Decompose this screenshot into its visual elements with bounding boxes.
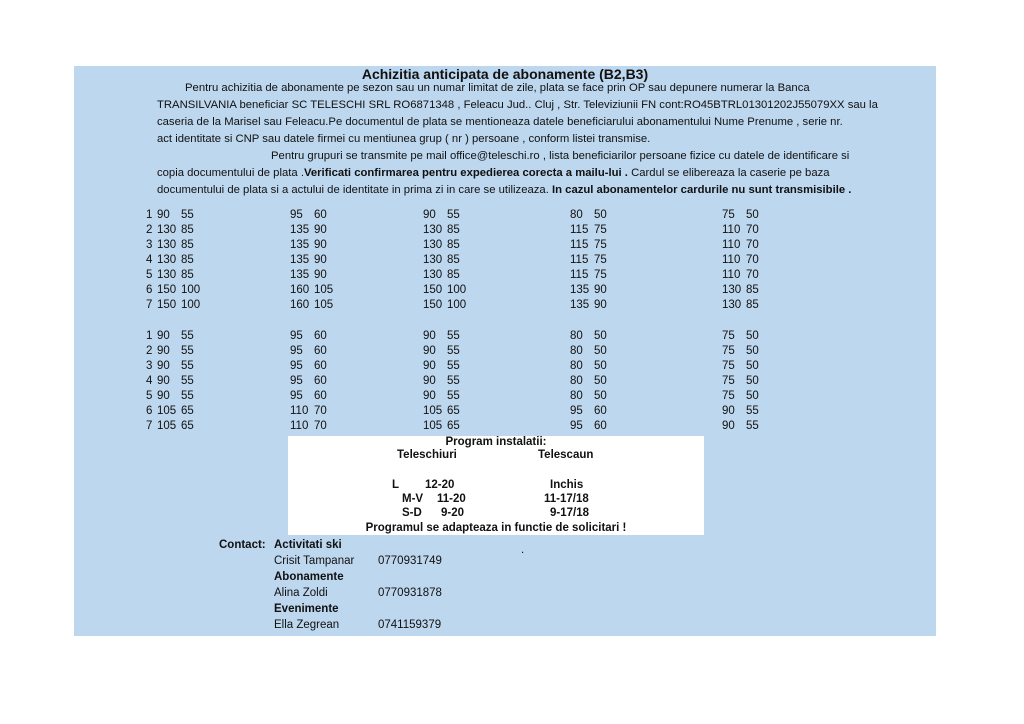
table-cell — [146, 330, 194, 342]
price-value: 130 — [157, 224, 177, 236]
row-number: 5 — [146, 390, 153, 402]
price-value: 50 — [746, 345, 759, 357]
price-value: 55 — [447, 360, 460, 372]
price-value: 130 — [157, 269, 177, 281]
price-value: 90 — [423, 390, 436, 402]
table-cell — [722, 405, 759, 417]
price-value: 130 — [423, 269, 443, 281]
price-value: 50 — [746, 209, 759, 221]
table-cell — [290, 254, 327, 266]
price-value: 75 — [722, 375, 735, 387]
price-value: 90 — [423, 330, 436, 342]
price-value: 105 — [423, 405, 443, 417]
price-value: 75 — [722, 345, 735, 357]
table-cell — [423, 299, 466, 311]
table-cell — [146, 209, 194, 221]
price-value: 70 — [746, 269, 759, 281]
contact-name: Ella Zegrean — [274, 619, 340, 631]
table-cell — [722, 224, 759, 236]
table-cell — [570, 420, 607, 432]
price-value: 80 — [570, 345, 583, 357]
price-value: 95 — [290, 375, 303, 387]
program-col1-header: Teleschiuri — [397, 449, 457, 461]
price-value: 135 — [290, 224, 310, 236]
price-value: 85 — [746, 284, 759, 296]
price-value: 90 — [423, 375, 436, 387]
table-cell — [570, 239, 607, 251]
price-value: 50 — [746, 360, 759, 372]
price-value: 75 — [722, 330, 735, 342]
price-value: 75 — [722, 209, 735, 221]
paragraph-line — [157, 182, 851, 199]
table-cell — [722, 375, 759, 387]
program-day: S-D — [402, 507, 422, 519]
price-value: 55 — [746, 420, 759, 432]
row-number: 3 — [146, 239, 153, 251]
price-value: 115 — [570, 224, 589, 236]
price-value: 95 — [290, 209, 303, 221]
page-title: Achizitia anticipata de abonamente (B2,B3) — [361, 66, 649, 82]
row-number: 1 — [146, 209, 153, 221]
price-value: 55 — [181, 360, 194, 372]
table-cell — [423, 420, 460, 432]
price-value: 160 — [290, 299, 310, 311]
price-value: 75 — [722, 360, 735, 372]
price-value: 100 — [181, 299, 201, 311]
price-value: 90 — [314, 239, 327, 251]
table-cell — [722, 269, 759, 281]
price-value: 55 — [181, 375, 194, 387]
row-number: 2 — [146, 345, 153, 357]
program-time-telescaun: 11-17/18 — [544, 493, 589, 505]
table-cell — [290, 330, 327, 342]
price-value: 65 — [447, 405, 460, 417]
row-number: 2 — [146, 224, 153, 236]
contact-heading: Abonamente — [274, 571, 344, 583]
table-cell — [423, 209, 460, 221]
program-time-telescaun: Inchis — [550, 479, 584, 491]
price-value: 90 — [722, 405, 735, 417]
table-cell — [722, 420, 759, 432]
table-cell — [570, 405, 607, 417]
price-value: 95 — [290, 345, 303, 357]
price-value: 70 — [746, 224, 759, 236]
table-cell — [290, 420, 327, 432]
price-value: 55 — [181, 390, 194, 402]
price-value: 90 — [157, 330, 170, 342]
table-cell — [146, 284, 200, 296]
price-value: 85 — [746, 299, 759, 311]
price-value: 55 — [447, 390, 460, 402]
price-value: 80 — [570, 360, 583, 372]
table-cell — [722, 284, 759, 296]
table-cell — [423, 269, 460, 281]
price-value: 70 — [314, 420, 327, 432]
price-value: 55 — [447, 330, 460, 342]
price-value: 130 — [157, 239, 177, 251]
paragraph-line: Pentru grupuri se transmite pe mail office@teleschi.ro , lista beneficiarilor persoane fizice cu datele de identificare si — [271, 150, 850, 162]
price-value: 55 — [447, 345, 460, 357]
contact-name: Crisit Tampanar — [274, 555, 355, 567]
price-value: 115 — [570, 239, 589, 251]
price-value: 115 — [570, 269, 589, 281]
table-cell — [290, 345, 327, 357]
table-cell — [146, 345, 194, 357]
price-value: 135 — [570, 284, 590, 296]
price-value: 90 — [594, 299, 607, 311]
price-value: 135 — [290, 254, 310, 266]
price-value: 65 — [181, 405, 194, 417]
price-value: 90 — [314, 269, 327, 281]
table-cell — [570, 254, 607, 266]
price-value: 150 — [157, 284, 177, 296]
row-number: 3 — [146, 360, 153, 372]
program-time-teleschi: 12-20 — [425, 479, 455, 491]
table-cell — [570, 345, 607, 357]
price-value: 95 — [290, 360, 303, 372]
table-cell — [290, 284, 333, 296]
paragraph-text: documentului de plata si a actului de identitate in prima zi in care se utilizeaza. — [157, 184, 552, 196]
table-cell — [423, 330, 460, 342]
table-cell — [722, 299, 759, 311]
price-value: 95 — [570, 420, 583, 432]
table-cell — [722, 345, 759, 357]
paragraph-line: caseria de la Marisel sau Feleacu.Pe documentul de plata se mentioneaza datele beneficiarului abonamentului Nume Prenume , serie nr. — [157, 116, 843, 128]
price-value: 60 — [594, 420, 607, 432]
program-time-telescaun: 9-17/18 — [550, 507, 590, 519]
table-cell — [423, 284, 466, 296]
table-cell — [146, 224, 194, 236]
paragraph-line: TRANSILVANIA beneficiar SC TELESCHI SRL RO6871348 , Feleacu Jud.. Cluj , Str. Televiziunii FN cont:RO45BTRL01301202J55079XX sau la — [157, 99, 878, 111]
table-cell — [570, 209, 607, 221]
table-cell — [722, 209, 759, 221]
price-value: 130 — [423, 224, 443, 236]
price-value: 50 — [594, 209, 607, 221]
price-value: 70 — [746, 239, 759, 251]
paragraph-bold-text: Verificati confirmarea pentru expedierea corecta a mailu-lui . — [303, 167, 628, 179]
price-value: 110 — [290, 405, 309, 417]
contact-heading: Activitati ski — [274, 539, 342, 551]
table-cell — [290, 269, 327, 281]
price-value: 60 — [314, 209, 327, 221]
price-value: 110 — [722, 224, 741, 236]
price-value: 135 — [290, 239, 310, 251]
price-value: 80 — [570, 330, 583, 342]
price-value: 60 — [314, 330, 327, 342]
price-value: 75 — [722, 390, 735, 402]
program-day: M-V — [402, 493, 424, 505]
table-cell — [146, 299, 200, 311]
paragraph-text: copia documentului de plata . — [157, 167, 304, 179]
price-value: 60 — [594, 405, 607, 417]
row-number: 6 — [146, 405, 153, 417]
price-value: 85 — [181, 224, 194, 236]
program-box — [288, 436, 704, 535]
contact-label: Contact: — [219, 539, 266, 551]
price-value: 90 — [722, 420, 735, 432]
table-cell — [423, 224, 460, 236]
price-value: 80 — [570, 375, 583, 387]
price-value: 85 — [447, 269, 460, 281]
price-value: 90 — [423, 345, 436, 357]
table-cell — [290, 375, 327, 387]
price-value: 90 — [157, 209, 170, 221]
price-value: 90 — [157, 360, 170, 372]
price-value: 110 — [290, 420, 309, 432]
price-value: 60 — [314, 345, 327, 357]
table-cell — [290, 224, 327, 236]
price-value: 105 — [314, 299, 334, 311]
price-value: 115 — [570, 254, 589, 266]
price-value: 85 — [447, 239, 460, 251]
paragraph-bold-text: In cazul abonamentelor cardurile nu sunt transmisibile . — [551, 184, 852, 196]
contact-phone: 0741159379 — [378, 619, 442, 631]
table-cell — [423, 239, 460, 251]
table-cell — [570, 269, 607, 281]
price-value: 75 — [594, 224, 607, 236]
price-value: 55 — [181, 330, 194, 342]
price-value: 95 — [290, 390, 303, 402]
price-value: 90 — [423, 360, 436, 372]
price-value: 90 — [314, 254, 327, 266]
price-value: 95 — [570, 405, 583, 417]
table-cell — [570, 284, 607, 296]
price-value: 85 — [181, 239, 194, 251]
table-cell — [146, 405, 194, 417]
price-value: 75 — [594, 269, 607, 281]
price-value: 90 — [314, 224, 327, 236]
price-value: 135 — [570, 299, 590, 311]
price-value: 90 — [157, 390, 170, 402]
price-value: 55 — [181, 345, 194, 357]
price-value: 50 — [594, 360, 607, 372]
price-value: 80 — [570, 390, 583, 402]
price-value: 105 — [157, 405, 177, 417]
contact-phone: 0770931878 — [378, 587, 442, 599]
table-cell — [570, 390, 607, 402]
table-cell — [146, 239, 194, 251]
price-value: 130 — [423, 254, 443, 266]
price-value: 80 — [570, 209, 583, 221]
price-value: 110 — [722, 239, 741, 251]
table-cell — [290, 299, 333, 311]
price-value: 60 — [314, 360, 327, 372]
paragraph-line: Pentru achizitia de abonamente pe sezon sau un numar limitat de zile, plata se face prin OP sau depunere numerar la Banca — [185, 82, 810, 94]
table-cell — [146, 360, 194, 372]
price-value: 85 — [447, 224, 460, 236]
program-note: Programul se adapteaza in functie de solicitari ! — [365, 522, 627, 534]
program-title: Program instalatii: — [445, 436, 547, 448]
table-cell — [570, 299, 607, 311]
row-number: 7 — [146, 420, 153, 432]
row-number: 6 — [146, 284, 153, 296]
table-cell — [722, 330, 759, 342]
table-cell — [570, 375, 607, 387]
contact-phone: 0770931749 — [378, 555, 442, 567]
price-value: 90 — [423, 209, 436, 221]
price-value: 90 — [157, 375, 170, 387]
price-value: 55 — [447, 209, 460, 221]
price-value: 65 — [181, 420, 194, 432]
table-cell — [290, 405, 327, 417]
price-value: 85 — [447, 254, 460, 266]
paragraph-line — [157, 165, 830, 182]
table-cell — [423, 405, 460, 417]
price-value: 135 — [290, 269, 310, 281]
row-number: 4 — [146, 375, 153, 387]
price-value: 75 — [594, 239, 607, 251]
price-value: 65 — [447, 420, 460, 432]
table-cell — [290, 209, 327, 221]
table-cell — [146, 375, 194, 387]
price-value: 70 — [746, 254, 759, 266]
price-value: 60 — [314, 390, 327, 402]
program-time-teleschi: 9-20 — [441, 507, 465, 519]
price-value: 50 — [594, 345, 607, 357]
table-cell — [290, 360, 327, 372]
price-value: 55 — [181, 209, 194, 221]
price-value: 90 — [594, 284, 607, 296]
price-value: 60 — [314, 375, 327, 387]
program-time-teleschi: 11-20 — [437, 493, 466, 505]
price-value: 55 — [746, 405, 759, 417]
price-value: 50 — [746, 375, 759, 387]
table-cell — [290, 239, 327, 251]
table-cell — [722, 254, 759, 266]
table-cell — [423, 375, 460, 387]
table-cell — [146, 269, 194, 281]
table-cell — [290, 390, 327, 402]
price-value: 55 — [447, 375, 460, 387]
price-value: 160 — [290, 284, 310, 296]
program-col2-header: Telescaun — [538, 449, 594, 461]
table-cell — [722, 390, 759, 402]
price-value: 130 — [157, 254, 177, 266]
table-cell — [570, 360, 607, 372]
table-cell — [423, 360, 460, 372]
paragraph-text: Cardul se elibereaza la caserie pe baza — [627, 167, 830, 179]
table-cell — [423, 390, 460, 402]
price-value: 85 — [181, 269, 194, 281]
table-cell — [146, 390, 194, 402]
price-value: 70 — [314, 405, 327, 417]
row-number: 1 — [146, 330, 153, 342]
table-cell — [146, 254, 194, 266]
price-value: 95 — [290, 330, 303, 342]
price-value: 100 — [181, 284, 201, 296]
price-value: 130 — [722, 299, 742, 311]
program-day: L — [392, 479, 400, 491]
price-value: 50 — [594, 390, 607, 402]
price-value: 130 — [722, 284, 742, 296]
price-value: 110 — [722, 269, 741, 281]
table-cell — [423, 254, 460, 266]
table-cell — [722, 360, 759, 372]
price-value: 130 — [423, 239, 443, 251]
price-value: 50 — [594, 375, 607, 387]
price-value: 150 — [423, 284, 443, 296]
price-value: 105 — [314, 284, 334, 296]
contact-heading: Evenimente — [274, 603, 339, 615]
price-value: 85 — [181, 254, 194, 266]
table-cell — [570, 330, 607, 342]
row-number: 4 — [146, 254, 153, 266]
price-value: 50 — [746, 330, 759, 342]
price-value: 50 — [594, 330, 607, 342]
row-number: 7 — [146, 299, 153, 311]
price-value: 100 — [447, 284, 467, 296]
price-value: 50 — [746, 390, 759, 402]
price-value: 150 — [423, 299, 443, 311]
price-value: 105 — [157, 420, 177, 432]
price-value: 150 — [157, 299, 177, 311]
table-cell — [570, 224, 607, 236]
row-number: 5 — [146, 269, 153, 281]
contact-name: Alina Zoldi — [274, 587, 328, 599]
price-value: 105 — [423, 420, 443, 432]
price-value: 75 — [594, 254, 607, 266]
paragraph-line: act identitate si CNP sau datele firmei cu mentiunea grup ( nr ) persoane , conform listei transmise. — [157, 133, 651, 145]
stray-dot: . — [521, 544, 525, 556]
table-cell — [722, 239, 759, 251]
price-value: 100 — [447, 299, 467, 311]
table-cell — [146, 420, 194, 432]
price-value: 90 — [157, 345, 170, 357]
price-value: 110 — [722, 254, 741, 266]
table-cell — [423, 345, 460, 357]
